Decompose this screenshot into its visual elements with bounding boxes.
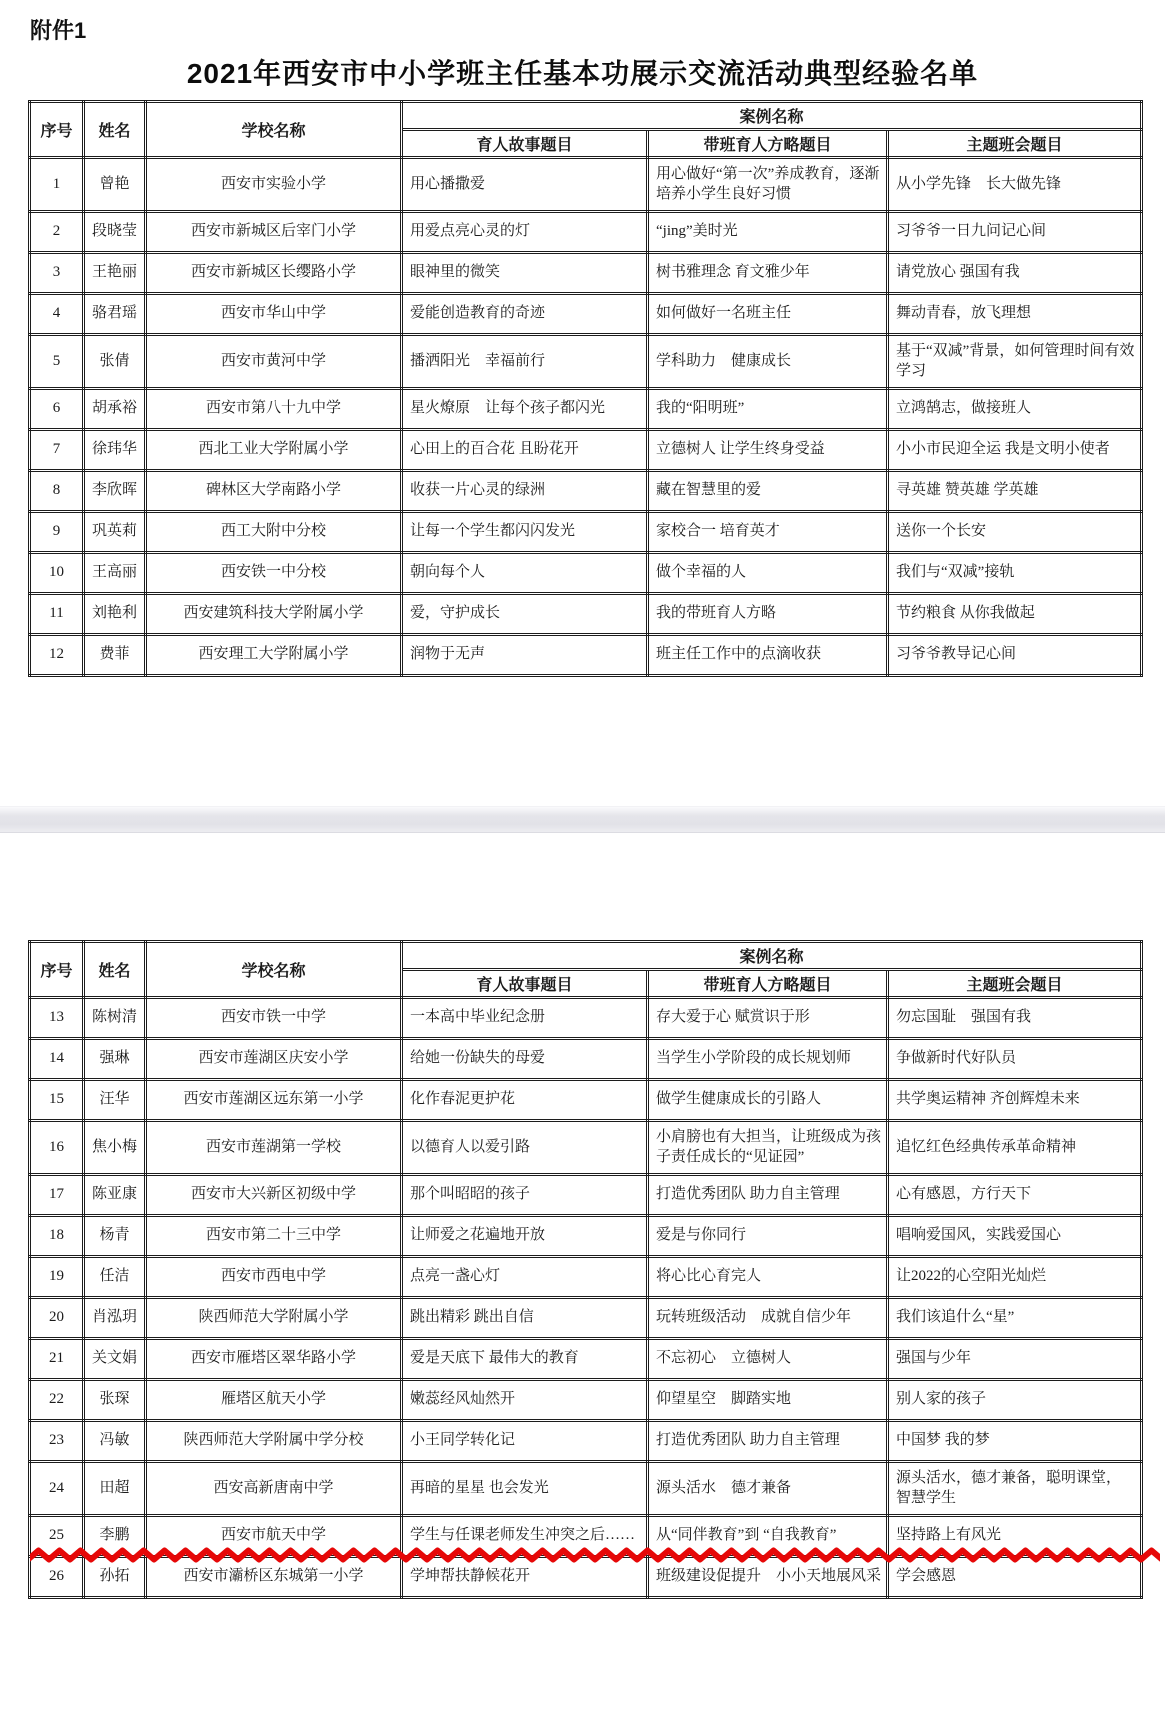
cell-strategy: 仰望星空 脚踏实地 (648, 1380, 888, 1421)
cell-meeting: 源头活水，德才兼备，聪明课堂，智慧学生 (888, 1462, 1142, 1516)
cell-meeting: 寻英雄 赞英雄 学英雄 (888, 471, 1142, 512)
cell-meeting: 我们该追什么“星” (888, 1298, 1142, 1339)
table-row (30, 553, 1142, 594)
cell-no: 23 (30, 1421, 84, 1462)
header-story: 育人故事题目 (402, 130, 648, 158)
cell-name: 巩英莉 (84, 512, 146, 553)
cell-school: 西安市莲湖区远东第一小学 (146, 1080, 402, 1121)
cell-school: 西安建筑科技大学附属小学 (146, 594, 402, 635)
cell-story: 化作春泥更护花 (402, 1080, 648, 1121)
cell-strategy: 立德树人 让学生终身受益 (648, 430, 888, 471)
cell-name: 曾艳 (84, 158, 146, 212)
cell-name: 陈树清 (84, 998, 146, 1039)
cell-strategy: 不忘初心 立德树人 (648, 1339, 888, 1380)
cell-meeting: 舞动青春，放飞理想 (888, 294, 1142, 335)
cell-name: 胡承裕 (84, 389, 146, 430)
page-break-separator (0, 806, 1165, 833)
cell-school: 西安理工大学附属小学 (146, 635, 402, 676)
cell-school: 西工大附中分校 (146, 512, 402, 553)
cell-school: 西安市实验小学 (146, 158, 402, 212)
cell-name: 焦小梅 (84, 1121, 146, 1175)
cell-school: 西安市雁塔区翠华路小学 (146, 1339, 402, 1380)
cell-meeting: 心有感恩，方行天下 (888, 1175, 1142, 1216)
table-row (30, 212, 1142, 253)
cell-meeting: 中国梦 我的梦 (888, 1421, 1142, 1462)
table-row (30, 1516, 1142, 1557)
cell-no: 24 (30, 1462, 84, 1516)
cell-school: 碑林区大学南路小学 (146, 471, 402, 512)
cell-meeting: 习爷爷一日九问记心间 (888, 212, 1142, 253)
header-strategy: 带班育人方略题目 (648, 130, 888, 158)
cell-school: 西安市航天中学 (146, 1516, 402, 1557)
cell-strategy: 班级建设促提升 小小天地展风采 (648, 1557, 888, 1598)
table-row (30, 1257, 1142, 1298)
cell-name: 王高丽 (84, 553, 146, 594)
header-name: 姓名 (84, 102, 146, 158)
cell-strategy: 如何做好一名班主任 (648, 294, 888, 335)
table-row (30, 1339, 1142, 1380)
table-row (30, 635, 1142, 676)
table-row (30, 1380, 1142, 1421)
cell-name: 关文娟 (84, 1339, 146, 1380)
cell-meeting: 基于“双减”背景，如何管理时间有效学习 (888, 335, 1142, 389)
table-row (30, 294, 1142, 335)
cell-school: 西安市莲湖第一学校 (146, 1121, 402, 1175)
cell-name: 孙拓 (84, 1557, 146, 1598)
cell-no: 6 (30, 389, 84, 430)
cell-no: 14 (30, 1039, 84, 1080)
table-row (30, 998, 1142, 1039)
cell-story: 爱能创造教育的奇迹 (402, 294, 648, 335)
cell-meeting: 从小学先锋 长大做先锋 (888, 158, 1142, 212)
cell-meeting: 坚持路上有风光 (888, 1516, 1142, 1557)
cell-no: 25 (30, 1516, 84, 1557)
table-page1 (28, 100, 1142, 677)
cell-name: 刘艳利 (84, 594, 146, 635)
table-row (30, 1462, 1142, 1516)
cell-story: 爱是天底下 最伟大的教育 (402, 1339, 648, 1380)
cell-story: 学生与任课老师发生冲突之后…… (402, 1516, 648, 1557)
cell-no: 11 (30, 594, 84, 635)
cell-no: 3 (30, 253, 84, 294)
cell-name: 费菲 (84, 635, 146, 676)
table-row (30, 1121, 1142, 1175)
cell-strategy: 学科助力 健康成长 (648, 335, 888, 389)
cell-school: 陕西师范大学附属中学分校 (146, 1421, 402, 1462)
cell-school: 西安铁一中分校 (146, 553, 402, 594)
cell-strategy: 班主任工作中的点滴收获 (648, 635, 888, 676)
cell-school: 西北工业大学附属小学 (146, 430, 402, 471)
cell-strategy: “jing”美时光 (648, 212, 888, 253)
cell-strategy: 我的“阳明班” (648, 389, 888, 430)
header-case-group: 案例名称 (402, 942, 1142, 970)
cell-name: 强琳 (84, 1039, 146, 1080)
cell-school: 西安市黄河中学 (146, 335, 402, 389)
cell-name: 陈亚康 (84, 1175, 146, 1216)
cell-strategy: 玩转班级活动 成就自信少年 (648, 1298, 888, 1339)
cell-name: 徐玮华 (84, 430, 146, 471)
cell-story: 小王同学转化记 (402, 1421, 648, 1462)
cell-name: 任洁 (84, 1257, 146, 1298)
table-row (30, 253, 1142, 294)
cell-no: 13 (30, 998, 84, 1039)
cell-school: 西安市新城区后宰门小学 (146, 212, 402, 253)
cell-name: 汪华 (84, 1080, 146, 1121)
header-index: 序号 (30, 102, 84, 158)
cell-meeting: 节约粮食 从你我做起 (888, 594, 1142, 635)
table-row (30, 335, 1142, 389)
cell-strategy: 做个幸福的人 (648, 553, 888, 594)
header-school: 学校名称 (146, 102, 402, 158)
header-story: 育人故事题目 (402, 970, 648, 998)
cell-strategy: 做学生健康成长的引路人 (648, 1080, 888, 1121)
cell-meeting: 让2022的心空阳光灿烂 (888, 1257, 1142, 1298)
cell-school: 西安市大兴新区初级中学 (146, 1175, 402, 1216)
cell-no: 17 (30, 1175, 84, 1216)
cell-name: 田超 (84, 1462, 146, 1516)
header-case-group: 案例名称 (402, 102, 1142, 130)
table-row (30, 594, 1142, 635)
cell-name: 李鹏 (84, 1516, 146, 1557)
cell-name: 王艳丽 (84, 253, 146, 294)
cell-school: 雁塔区航天小学 (146, 1380, 402, 1421)
cell-meeting: 共学奥运精神 齐创辉煌未来 (888, 1080, 1142, 1121)
cell-meeting: 勿忘国耻 强国有我 (888, 998, 1142, 1039)
cell-strategy: 树书雅理念 育文雅少年 (648, 253, 888, 294)
cell-story: 点亮一盏心灯 (402, 1257, 648, 1298)
cell-meeting: 请党放心 强国有我 (888, 253, 1142, 294)
cell-story: 以德育人以爱引路 (402, 1121, 648, 1175)
cell-story: 学坤帮扶静候花开 (402, 1557, 648, 1598)
cell-no: 12 (30, 635, 84, 676)
cell-meeting: 送你一个长安 (888, 512, 1142, 553)
cell-no: 21 (30, 1339, 84, 1380)
cell-no: 4 (30, 294, 84, 335)
cell-no: 26 (30, 1557, 84, 1598)
cell-name: 李欣晖 (84, 471, 146, 512)
cell-name: 张倩 (84, 335, 146, 389)
cell-school: 西安市铁一中学 (146, 998, 402, 1039)
table-row (30, 1080, 1142, 1121)
cell-strategy: 将心比心育完人 (648, 1257, 888, 1298)
cell-name: 冯敏 (84, 1421, 146, 1462)
header-meeting: 主题班会题目 (888, 130, 1142, 158)
cell-story: 心田上的百合花 且盼花开 (402, 430, 648, 471)
cell-no: 20 (30, 1298, 84, 1339)
table-row (30, 1557, 1142, 1598)
cell-meeting: 强国与少年 (888, 1339, 1142, 1380)
header-index: 序号 (30, 942, 84, 998)
cell-meeting: 小小市民迎全运 我是文明小使者 (888, 430, 1142, 471)
cell-no: 7 (30, 430, 84, 471)
cell-school: 陕西师范大学附属小学 (146, 1298, 402, 1339)
table-row (30, 1216, 1142, 1257)
cell-name: 骆君瑶 (84, 294, 146, 335)
cell-strategy: 用心做好“第一次”养成教育，逐渐培养小学生良好习惯 (648, 158, 888, 212)
roster-table-page2 (28, 940, 1143, 1599)
cell-no: 19 (30, 1257, 84, 1298)
table-row (30, 430, 1142, 471)
cell-meeting: 别人家的孩子 (888, 1380, 1142, 1421)
cell-strategy: 存大爱于心 赋赏识于形 (648, 998, 888, 1039)
cell-strategy: 从“同伴教育”到 “自我教育” (648, 1516, 888, 1557)
cell-no: 22 (30, 1380, 84, 1421)
cell-meeting: 习爷爷教导记心间 (888, 635, 1142, 676)
cell-no: 15 (30, 1080, 84, 1121)
cell-story: 用心播撒爱 (402, 158, 648, 212)
table-row (30, 389, 1142, 430)
cell-name: 肖泓玥 (84, 1298, 146, 1339)
cell-name: 张琛 (84, 1380, 146, 1421)
cell-meeting: 唱响爱国风，实践爱国心 (888, 1216, 1142, 1257)
page-title: 2021年西安市中小学班主任基本功展示交流活动典型经验名单 (186, 58, 979, 89)
cell-story: 朝向每个人 (402, 553, 648, 594)
header-meeting: 主题班会题目 (888, 970, 1142, 998)
cell-strategy: 小肩膀也有大担当，让班级成为孩子责任成长的“见证园” (648, 1121, 888, 1175)
cell-school: 西安市第八十九中学 (146, 389, 402, 430)
table-row (30, 1039, 1142, 1080)
cell-school: 西安市新城区长缨路小学 (146, 253, 402, 294)
cell-story: 给她一份缺失的母爱 (402, 1039, 648, 1080)
cell-no: 2 (30, 212, 84, 253)
cell-story: 一本高中毕业纪念册 (402, 998, 648, 1039)
cell-story: 爱，守护成长 (402, 594, 648, 635)
cell-strategy: 藏在智慧里的爱 (648, 471, 888, 512)
cell-story: 那个叫昭昭的孩子 (402, 1175, 648, 1216)
cell-no: 9 (30, 512, 84, 553)
cell-no: 16 (30, 1121, 84, 1175)
cell-strategy: 我的带班育人方略 (648, 594, 888, 635)
header-strategy: 带班育人方略题目 (648, 970, 888, 998)
cell-strategy: 源头活水 德才兼备 (648, 1462, 888, 1516)
table-page2 (28, 940, 1142, 1599)
cell-story: 再暗的星星 也会发光 (402, 1462, 648, 1516)
cell-story: 用爱点亮心灵的灯 (402, 212, 648, 253)
cell-name: 段晓莹 (84, 212, 146, 253)
cell-meeting: 立鸿鹄志，做接班人 (888, 389, 1142, 430)
cell-school: 西安市第二十三中学 (146, 1216, 402, 1257)
cell-story: 播洒阳光 幸福前行 (402, 335, 648, 389)
cell-school: 西安市灞桥区东城第一小学 (146, 1557, 402, 1598)
cell-meeting: 学会感恩 (888, 1557, 1142, 1598)
cell-no: 1 (30, 158, 84, 212)
cell-strategy: 打造优秀团队 助力自主管理 (648, 1175, 888, 1216)
cell-story: 星火燎原 让每个孩子都闪光 (402, 389, 648, 430)
table-row (30, 158, 1142, 212)
cell-story: 眼神里的微笑 (402, 253, 648, 294)
cell-story: 收获一片心灵的绿洲 (402, 471, 648, 512)
cell-story: 嫩蕊经风灿然开 (402, 1380, 648, 1421)
cell-strategy: 爱是与你同行 (648, 1216, 888, 1257)
roster-table-page1 (28, 100, 1143, 677)
header-school: 学校名称 (146, 942, 402, 998)
cell-strategy: 打造优秀团队 助力自主管理 (648, 1421, 888, 1462)
table-row (30, 512, 1142, 553)
cell-meeting: 争做新时代好队员 (888, 1039, 1142, 1080)
table-row (30, 1175, 1142, 1216)
cell-school: 西安市西电中学 (146, 1257, 402, 1298)
cell-no: 5 (30, 335, 84, 389)
cell-school: 西安市华山中学 (146, 294, 402, 335)
cell-school: 西安高新唐南中学 (146, 1462, 402, 1516)
header-name: 姓名 (84, 942, 146, 998)
attachment-label: 附件1 (30, 18, 87, 43)
cell-story: 让每一个学生都闪闪发光 (402, 512, 648, 553)
table-row (30, 471, 1142, 512)
cell-strategy: 家校合一 培育英才 (648, 512, 888, 553)
table-row (30, 1421, 1142, 1462)
cell-strategy: 当学生小学阶段的成长规划师 (648, 1039, 888, 1080)
cell-no: 10 (30, 553, 84, 594)
table-row (30, 1298, 1142, 1339)
cell-name: 杨青 (84, 1216, 146, 1257)
cell-meeting: 我们与“双减”接轨 (888, 553, 1142, 594)
cell-story: 润物于无声 (402, 635, 648, 676)
cell-story: 跳出精彩 跳出自信 (402, 1298, 648, 1339)
cell-story: 让师爱之花遍地开放 (402, 1216, 648, 1257)
cell-no: 8 (30, 471, 84, 512)
cell-meeting: 追忆红色经典传承革命精神 (888, 1121, 1142, 1175)
cell-no: 18 (30, 1216, 84, 1257)
cell-school: 西安市莲湖区庆安小学 (146, 1039, 402, 1080)
